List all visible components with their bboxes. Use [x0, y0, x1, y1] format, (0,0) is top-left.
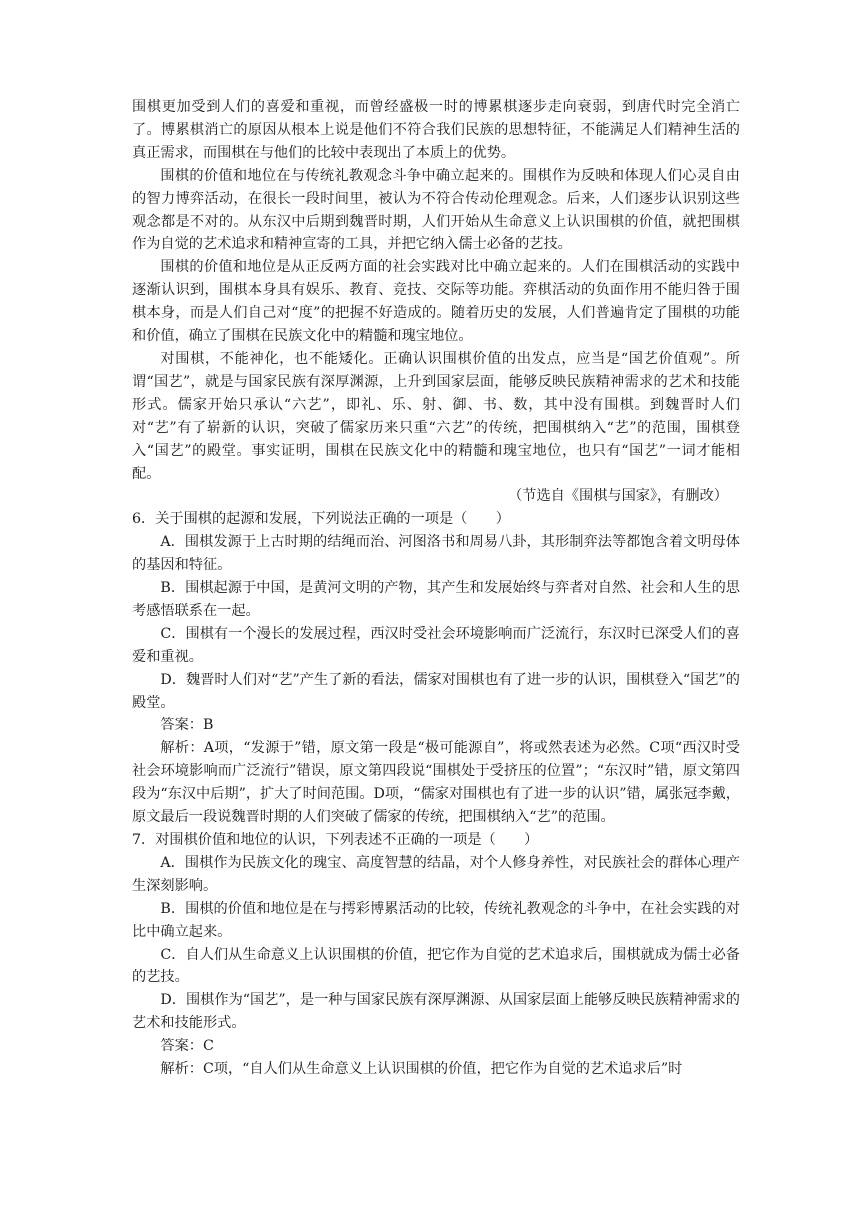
question-6-option-a: A．围棋发源于上古时期的结绳而治、河图洛书和周易八卦，其形制弈法等都饱含着文明母体的基因和特征。 — [132, 534, 740, 574]
passage-paragraph-4: 对围棋，不能神化，也不能矮化。正确认识围棋价值的出发点，应当是“国艺价值观”。所谓“国艺”，就是与国家民族有深厚渊源，上升到国家层面，能够反映民族精神需求的艺术和技能形式。儒家开始只承认“六艺”，即礼、乐、射、御、书、数，其中没有围棋。到魏晋时人们对“艺”有了崭新的认识，突破了儒家历来只重“六艺”的传统，把围棋纳入“艺”的范围，围棋登入“国艺”的殿堂。事实证明，围棋在民族文化中的精髓和瑰宝地位，也只有“国艺”一词才能相配。 — [132, 350, 740, 482]
question-7-analysis: 解析：C项，“自人们从生命意义上认识围棋的价值，把它作为自觉的艺术追求后”时 — [160, 1061, 683, 1078]
question-6-option-c: C．围棋有一个漫长的发展过程，西汉时受社会环境影响而广泛流行，东汉时已深受人们的喜爱和重视。 — [132, 625, 740, 665]
question-6-analysis: 解析：A项，“发源于”错，原文第一段是“极可能源自”，将或然表述为必然。C项“西汉时受社会环境影响而广泛流行”错误，原文第四段说“围棋处于受挤压的位置”；“东汉时”错，原文第四段为“东汉中后期”，扩大了时间范围。D项，“儒家对围棋也有了进一步的认识”错，属张冠李戴，原文最后一段说魏晋时期的人们突破了儒家的传统，把围棋纳入“艺”的范围。 — [132, 740, 740, 826]
passage-paragraph-1: 围棋更加受到人们的喜爱和重视，而曾经盛极一时的博累棋逐步走向衰弱，到唐代时完全消亡了。博累棋消亡的原因从根本上说是他们不符合我们民族的思想特征，不能满足人们精神生活的真正需求，而围棋在与他们的比较中表现出了本质上的优势。 — [132, 99, 740, 161]
question-6-answer: 答案：B — [160, 717, 214, 734]
question-7-answer: 答案：C — [160, 1038, 214, 1055]
question-7-option-b: B．围棋的价值和地位是在与摴彩博累活动的比较，传统礼教观念的斗争中，在社会实践的对比中确立起来。 — [132, 900, 740, 940]
question-6-option-b: B．围棋起源于中国，是黄河文明的产物，其产生和发展始终与弈者对自然、社会和人生的思考感悟联系在一起。 — [132, 580, 740, 619]
question-6-stem: 6．关于围棋的起源和发展，下列说法正确的一项是（ ） — [132, 511, 510, 528]
passage-paragraph-2: 围棋的价值和地位在与传统礼教观念斗争中确立起来的。围棋作为反映和体现人们心灵自由的智力博弈活动，在很长一段时间里，被认为不符合传动伦理观念。后来，人们逐步认识别这些观念都是不对的。从东汉中后期到魏晋时期，人们开始从生命意义上认识围棋的价值，就把围棋作为自觉的艺术追求和精神宣寄的工具，并把它纳入儒士必备的艺技。 — [132, 167, 740, 253]
question-6-option-d: D．魏晋时人们对“艺”产生了新的看法，儒家对围棋也有了进一步的认识，围棋登入“国艺”的殿堂。 — [132, 671, 740, 711]
question-7-option-c: C．自人们从生命意义上认识围棋的价值，把它作为自觉的艺术追求后，围棋就成为儒士必备的艺技。 — [132, 946, 740, 986]
question-7-option-d: D．围棋作为“国艺”，是一种与国家民族有深厚渊源、从国家层面上能够反映民族精神需求的艺术和技能形式。 — [132, 992, 740, 1032]
question-7-option-a: A．围棋作为民族文化的瑰宝、高度智慧的结晶，对个人修身养性，对民族社会的群体心理产生深刻影响。 — [132, 854, 740, 894]
passage-paragraph-3: 围棋的价值和地位是从正反两方面的社会实践对比中确立起来的。人们在围棋活动的实践中逐渐认识到，围棋本身具有娱乐、教育、竞技、交际等功能。弈棋活动的负面作用不能归咎于围棋本身，而是人们自己对“度”的把握不好造成的。随着历史的发展，人们普遍肯定了围棋的功能和价值，确立了围棋在民族文化中的精髓和瑰宝地位。 — [132, 259, 740, 345]
passage-source: （节选自《围棋与国家》，有删改） — [508, 488, 728, 505]
document-page — [132, 96, 740, 1081]
question-7-stem: 7．对围棋价值和地位的认识，下列表述不正确的一项是（ ） — [132, 832, 539, 848]
